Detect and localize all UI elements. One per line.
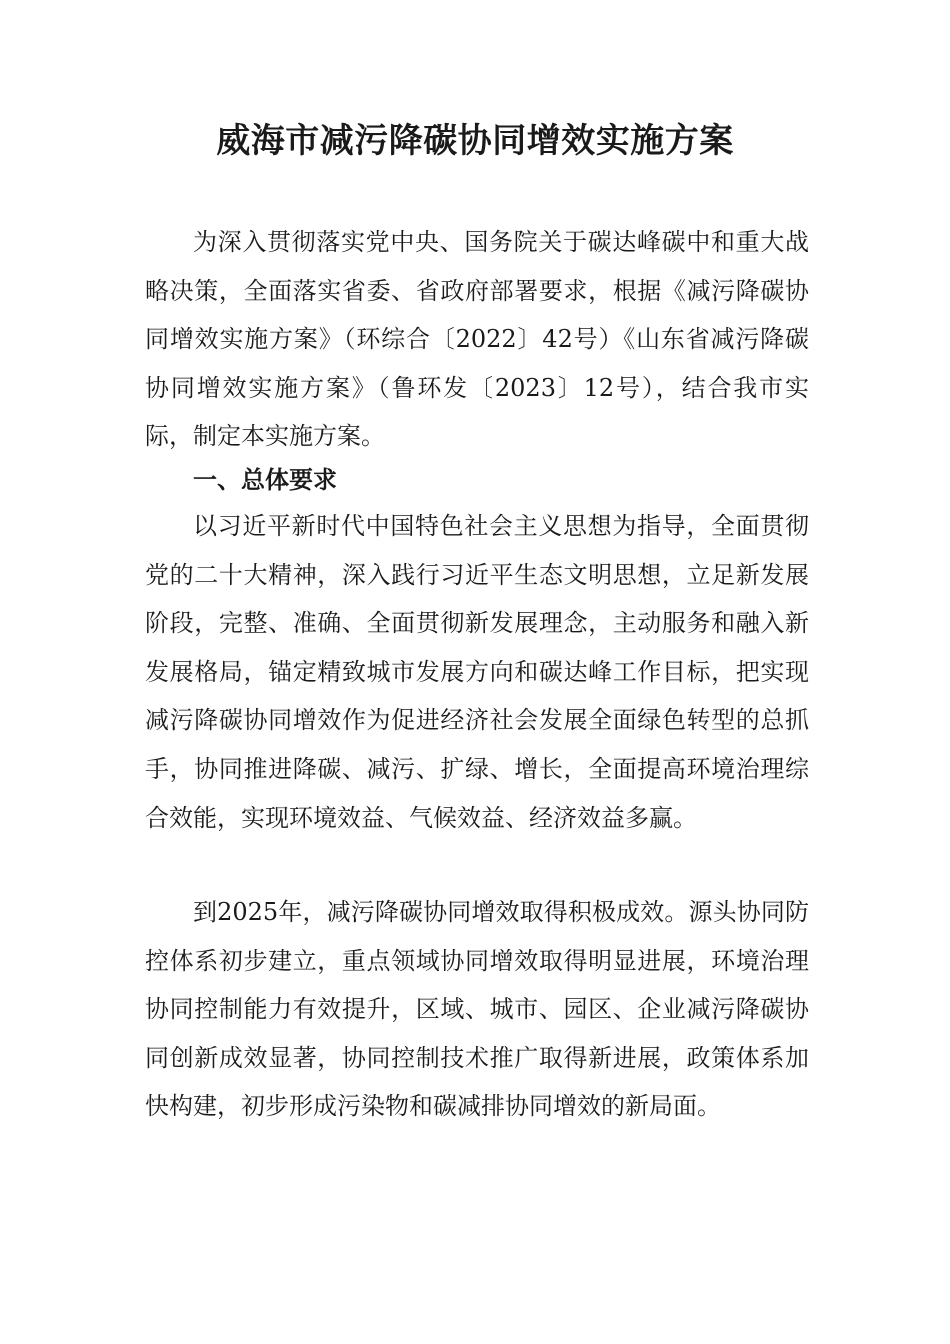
intro-paragraph: 为深入贯彻落实党中央、国务院关于碳达峰碳中和重大战略决策，全面落实省委、省政府部署要求，根据《减污降碳协同增效实施方案》（环综合〔2022〕42号）《山东省减污降碳协同增效实施方案》（鲁环发〔2023〕12号），结合我市实际，制定本实施方案。 (145, 228, 809, 451)
goal-2025-paragraph: 到2025年，减污降碳协同增效取得积极成效。源头协同防控体系初步建立，重点领域协同增效取得明显进展，环境治理协同控制能力有效提升，区域、城市、园区、企业减污降碳协同创新成效显著，协同控制技术推广取得新进展，政策体系加快构建，初步形成污染物和碳减排协同增效的新局面。 (145, 898, 809, 1121)
general-requirements-paragraph: 以习近平新时代中国特色社会主义思想为指导，全面贯彻党的二十大精神，深入践行习近平生态文明思想，立足新发展阶段，完整、准确、全面贯彻新发展理念，主动服务和融入新发展格局，锚定精致城市发展方向和碳达峰工作目标，把实现减污降碳协同增效作为促进经济社会发展全面绿色转型的总抓手，协同推进降碳、减污、扩绿、增长，全面提高环境治理综合效能，实现环境效益、气候效益、经济效益多赢。 (145, 512, 809, 832)
section-heading-general-requirements: 一、总体要求 (193, 466, 337, 494)
document-title: 威海市减污降碳协同增效实施方案 (216, 121, 734, 161)
